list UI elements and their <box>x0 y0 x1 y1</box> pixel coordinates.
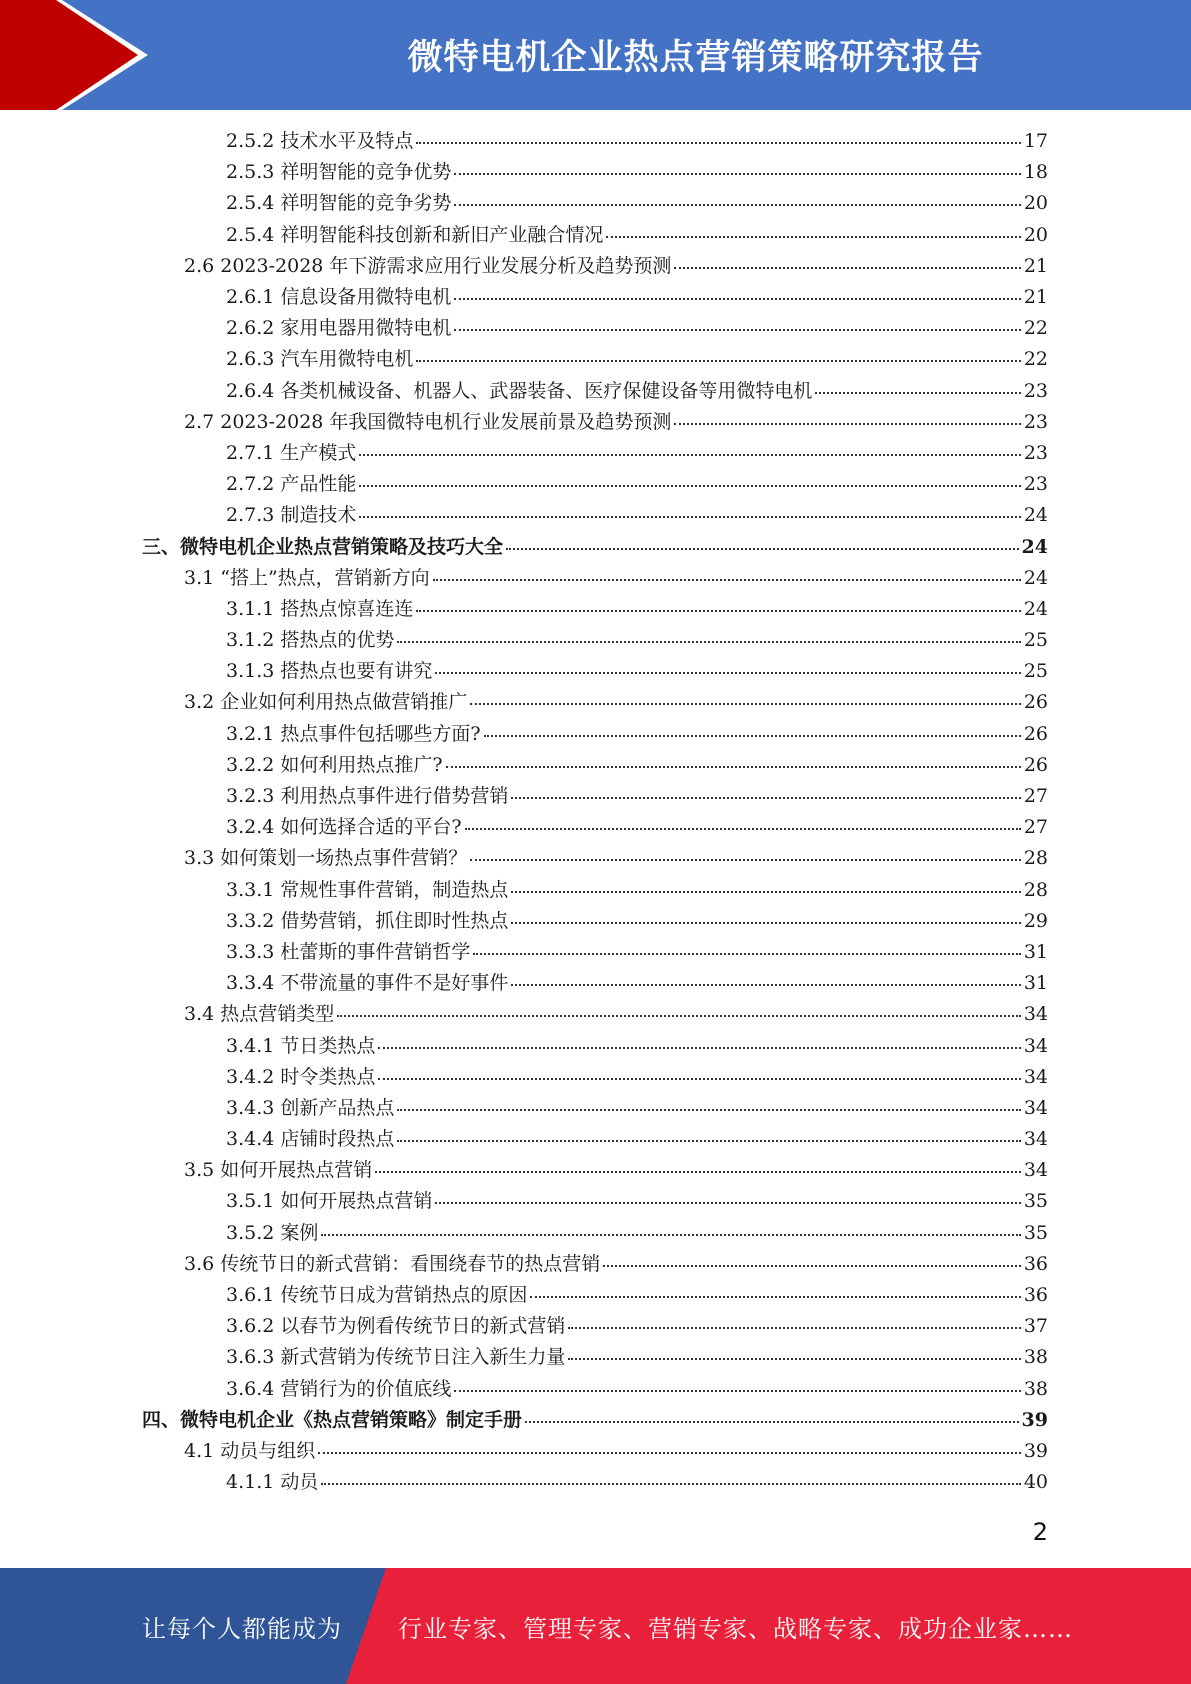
red-chevron-icon <box>0 0 160 110</box>
toc-dot-leader <box>473 953 1020 955</box>
toc-entry-label: 四、微特电机企业《热点营销策略》制定手册 <box>142 1408 523 1431</box>
toc-entry-page: 18 <box>1023 161 1048 184</box>
toc-dot-leader <box>454 173 1020 175</box>
toc-entry-label: 2.5.4 祥明智能科技创新和新旧产业融合情况 <box>226 223 604 246</box>
toc-entry-label: 3.1.3 搭热点也要有讲究 <box>226 660 433 683</box>
toc-entry-page: 23 <box>1023 441 1048 464</box>
toc-dot-leader <box>359 516 1020 518</box>
toc-entry[interactable] <box>0 157 1048 188</box>
toc-entry[interactable] <box>0 656 1048 687</box>
toc-entry-label: 3.4.3 创新产品热点 <box>226 1096 395 1119</box>
footer-slogan-left: 让每个人都能成为 <box>142 1614 342 1643</box>
toc-entry-label: 3.2.1 热点事件包括哪些方面? <box>226 722 481 745</box>
report-title: 微特电机企业热点营销策略研究报告 <box>407 38 984 78</box>
toc-entry-label: 2.6.4 各类机械设备、机器人、武器装备、医疗保健设备等用微特电机 <box>226 379 813 402</box>
toc-entry-label: 3.3.1 常规性事件营销，制造热点 <box>226 878 509 901</box>
toc-dot-leader <box>454 1390 1020 1392</box>
toc-entry[interactable] <box>0 1467 1048 1498</box>
toc-entry-label: 3.6.2 以春节为例看传统节日的新式营销 <box>226 1315 566 1338</box>
toc-entry-page: 38 <box>1023 1346 1048 1369</box>
toc-entry-page: 23 <box>1023 410 1048 433</box>
toc-dot-leader <box>446 766 1021 768</box>
toc-entry-page: 34 <box>1023 1034 1048 1057</box>
toc-entry[interactable] <box>0 937 1048 968</box>
toc-entry[interactable] <box>0 1186 1048 1217</box>
toc-entry-label: 2.7.1 生产模式 <box>226 441 357 464</box>
toc-entry-label: 3.6.4 营销行为的价值底线 <box>226 1377 452 1400</box>
toc-entry-label: 2.5.2 技术水平及特点 <box>226 130 414 153</box>
toc-entry[interactable] <box>0 407 1048 438</box>
toc-entry-label: 4.1 动员与组织 <box>184 1439 316 1462</box>
toc-dot-leader <box>674 267 1020 269</box>
toc-entry[interactable] <box>0 1436 1048 1467</box>
toc-entry-label: 3.2.2 如何利用热点推广? <box>226 753 443 776</box>
toc-entry[interactable] <box>0 376 1048 407</box>
toc-entry-page: 34 <box>1023 1003 1048 1026</box>
toc-entry-label: 3.1.1 搭热点惊喜连连 <box>226 597 414 620</box>
toc-dot-leader <box>433 579 1021 581</box>
toc-entry-page: 26 <box>1023 691 1048 714</box>
toc-entry-label: 3.6.1 传统节日成为营销热点的原因 <box>226 1284 528 1307</box>
toc-entry-label: 3.4.1 节日类热点 <box>226 1034 376 1057</box>
toc-entry[interactable] <box>0 126 1048 157</box>
toc-dot-leader <box>397 1109 1020 1111</box>
toc-dot-leader <box>568 1358 1020 1360</box>
toc-entry[interactable] <box>0 220 1048 251</box>
page-footer <box>0 1568 1191 1684</box>
toc-dot-leader <box>470 859 1021 861</box>
toc-entry-page: 21 <box>1023 286 1048 309</box>
toc-dot-leader <box>465 828 1021 830</box>
toc-dot-leader <box>603 1265 1021 1267</box>
toc-entry-label: 3.6.3 新式营销为传统节日注入新生力量 <box>226 1346 566 1369</box>
toc-entry-page: 24 <box>1023 566 1048 589</box>
toc-entry-page: 25 <box>1023 660 1048 683</box>
table-of-contents <box>0 126 1191 1498</box>
toc-entry-label: 3.5.1 如何开展热点营销 <box>226 1190 433 1213</box>
toc-entry-page: 22 <box>1023 317 1048 340</box>
toc-entry-label: 3.4.2 时令类热点 <box>226 1065 376 1088</box>
toc-entry[interactable] <box>0 1124 1048 1155</box>
toc-entry[interactable] <box>0 1280 1048 1311</box>
toc-entry-label: 3.4.4 店铺时段热点 <box>226 1128 395 1151</box>
toc-entry-label: 3.4 热点营销类型 <box>184 1003 335 1026</box>
toc-entry-page: 39 <box>1021 1408 1048 1431</box>
toc-entry-page: 29 <box>1023 909 1048 932</box>
toc-entry-page: 36 <box>1023 1252 1048 1275</box>
toc-dot-leader <box>815 392 1020 394</box>
toc-dot-leader <box>359 485 1020 487</box>
toc-entry-page: 22 <box>1023 348 1048 371</box>
footer-slogan-right: 行业专家、管理专家、营销专家、战略专家、成功企业家…… <box>398 1614 1073 1643</box>
toc-entry-label: 3.3 如何策划一场热点事件营销？ <box>184 847 468 870</box>
toc-entry[interactable] <box>0 968 1048 999</box>
toc-dot-leader <box>321 1483 1020 1485</box>
toc-entry[interactable] <box>0 750 1048 781</box>
toc-dot-leader <box>378 1078 1020 1080</box>
toc-entry-page: 36 <box>1023 1284 1048 1307</box>
toc-entry-page: 31 <box>1023 940 1048 963</box>
toc-dot-leader <box>435 1202 1020 1204</box>
toc-entry[interactable] <box>0 282 1048 313</box>
toc-entry[interactable] <box>0 500 1048 531</box>
toc-entry[interactable] <box>0 1311 1048 1342</box>
toc-entry[interactable] <box>0 687 1048 718</box>
toc-dot-leader <box>397 641 1020 643</box>
toc-entry[interactable] <box>0 1155 1048 1186</box>
toc-dot-leader <box>454 298 1020 300</box>
toc-dot-leader <box>337 1015 1021 1017</box>
toc-entry[interactable] <box>0 313 1048 344</box>
toc-dot-leader <box>318 1452 1021 1454</box>
toc-entry-label: 3.6 传统节日的新式营销：看围绕春节的热点营销 <box>184 1252 601 1275</box>
toc-entry-page: 25 <box>1023 629 1048 652</box>
toc-dot-leader <box>378 1047 1020 1049</box>
toc-entry[interactable] <box>0 438 1048 469</box>
toc-entry-label: 3.5 如何开展热点营销 <box>184 1159 373 1182</box>
toc-entry[interactable] <box>0 563 1048 594</box>
toc-entry[interactable] <box>0 999 1048 1030</box>
toc-entry-page: 37 <box>1023 1315 1048 1338</box>
toc-dot-leader <box>530 1296 1020 1298</box>
toc-entry-label: 3.1 “搭上”热点，营销新方向 <box>184 566 430 589</box>
toc-entry[interactable] <box>0 1030 1048 1061</box>
toc-dot-leader <box>511 984 1020 986</box>
toc-entry-page: 23 <box>1023 473 1048 496</box>
toc-entry-page: 35 <box>1023 1190 1048 1213</box>
toc-dot-leader <box>470 703 1021 705</box>
toc-entry-label: 3.2.3 利用热点事件进行借势营销 <box>226 785 509 808</box>
toc-entry[interactable] <box>0 531 1048 562</box>
toc-entry[interactable] <box>0 1062 1048 1093</box>
toc-dot-leader <box>416 142 1020 144</box>
toc-entry-page: 35 <box>1023 1221 1048 1244</box>
toc-entry-label: 2.6.3 汽车用微特电机 <box>226 348 414 371</box>
toc-entry-page: 28 <box>1023 847 1048 870</box>
toc-entry-label: 2.6 2023-2028 年下游需求应用行业发展分析及趋势预测 <box>184 254 672 277</box>
toc-entry-label: 3.1.2 搭热点的优势 <box>226 629 395 652</box>
toc-dot-leader <box>506 548 1019 550</box>
toc-entry-page: 31 <box>1023 972 1048 995</box>
toc-entry[interactable] <box>0 875 1048 906</box>
toc-entry-label: 3.2.4 如何选择合适的平台? <box>226 816 462 839</box>
toc-dot-leader <box>321 1234 1020 1236</box>
toc-dot-leader <box>416 610 1020 612</box>
toc-entry[interactable] <box>0 344 1048 375</box>
toc-entry[interactable] <box>0 781 1048 812</box>
toc-entry-page: 20 <box>1023 192 1048 215</box>
toc-dot-leader <box>359 454 1020 456</box>
toc-dot-leader <box>568 1327 1020 1329</box>
toc-entry[interactable] <box>0 719 1048 750</box>
toc-entry[interactable] <box>0 469 1048 500</box>
toc-entry-page: 27 <box>1023 785 1048 808</box>
toc-entry[interactable] <box>0 1218 1048 1249</box>
toc-entry[interactable] <box>0 625 1048 656</box>
toc-entry[interactable] <box>0 251 1048 282</box>
toc-dot-leader <box>511 797 1020 799</box>
toc-entry-page: 17 <box>1023 130 1048 153</box>
toc-dot-leader <box>454 204 1020 206</box>
toc-entry-label: 2.6.1 信息设备用微特电机 <box>226 286 452 309</box>
toc-entry-page: 39 <box>1023 1439 1048 1462</box>
toc-entry[interactable] <box>0 1405 1048 1436</box>
toc-entry-page: 38 <box>1023 1377 1048 1400</box>
toc-entry-page: 28 <box>1023 878 1048 901</box>
toc-entry-label: 2.7.2 产品性能 <box>226 473 357 496</box>
toc-entry-page: 20 <box>1023 223 1048 246</box>
toc-entry-page: 21 <box>1023 254 1048 277</box>
toc-entry[interactable] <box>0 906 1048 937</box>
toc-entry-page: 24 <box>1021 535 1048 558</box>
toc-entry-page: 26 <box>1023 753 1048 776</box>
toc-entry-label: 3.5.2 案例 <box>226 1221 319 1244</box>
toc-entry[interactable] <box>0 594 1048 625</box>
toc-entry-label: 3.3.2 借势营销，抓住即时性热点 <box>226 909 509 932</box>
toc-entry-page: 24 <box>1023 597 1048 620</box>
toc-entry-page: 34 <box>1023 1096 1048 1119</box>
toc-entry-label: 三、微特电机企业热点营销策略及技巧大全 <box>142 535 504 558</box>
toc-entry-page: 27 <box>1023 816 1048 839</box>
toc-entry[interactable] <box>0 812 1048 843</box>
toc-entry-label: 2.5.4 祥明智能的竞争劣势 <box>226 192 452 215</box>
toc-entry-label: 3.2 企业如何利用热点做营销推广 <box>184 691 468 714</box>
toc-entry[interactable] <box>0 843 1048 874</box>
toc-entry-label: 3.3.3 杜蕾斯的事件营销哲学 <box>226 940 471 963</box>
page-number: 2 <box>1032 1518 1048 1546</box>
toc-dot-leader <box>435 672 1020 674</box>
toc-entry[interactable] <box>0 1342 1048 1373</box>
toc-entry-page: 34 <box>1023 1128 1048 1151</box>
toc-entry-page: 23 <box>1023 379 1048 402</box>
toc-entry-label: 3.3.4 不带流量的事件不是好事件 <box>226 972 509 995</box>
toc-dot-leader <box>511 922 1020 924</box>
toc-entry-label: 2.7 2023-2028 年我国微特电机行业发展前景及趋势预测 <box>184 410 672 433</box>
toc-dot-leader <box>525 1421 1019 1423</box>
toc-entry[interactable] <box>0 1249 1048 1280</box>
toc-dot-leader <box>606 236 1020 238</box>
report-header <box>0 0 1191 110</box>
toc-dot-leader <box>674 423 1020 425</box>
toc-entry-label: 4.1.1 动员 <box>226 1471 319 1494</box>
toc-entry-page: 34 <box>1023 1065 1048 1088</box>
toc-dot-leader <box>397 1140 1020 1142</box>
toc-dot-leader <box>375 1171 1021 1173</box>
toc-entry[interactable] <box>0 1093 1048 1124</box>
toc-dot-leader <box>454 329 1020 331</box>
toc-entry-page: 40 <box>1023 1471 1048 1494</box>
toc-dot-leader <box>511 891 1020 893</box>
toc-dot-leader <box>416 360 1020 362</box>
toc-entry-label: 2.5.3 祥明智能的竞争优势 <box>226 161 452 184</box>
toc-dot-leader <box>484 735 1021 737</box>
toc-entry-page: 34 <box>1023 1159 1048 1182</box>
toc-entry-page: 26 <box>1023 722 1048 745</box>
toc-entry-page: 24 <box>1023 504 1048 527</box>
toc-entry[interactable] <box>0 1374 1048 1405</box>
toc-entry[interactable] <box>0 188 1048 219</box>
toc-entry-label: 2.7.3 制造技术 <box>226 504 357 527</box>
toc-entry-label: 2.6.2 家用电器用微特电机 <box>226 317 452 340</box>
